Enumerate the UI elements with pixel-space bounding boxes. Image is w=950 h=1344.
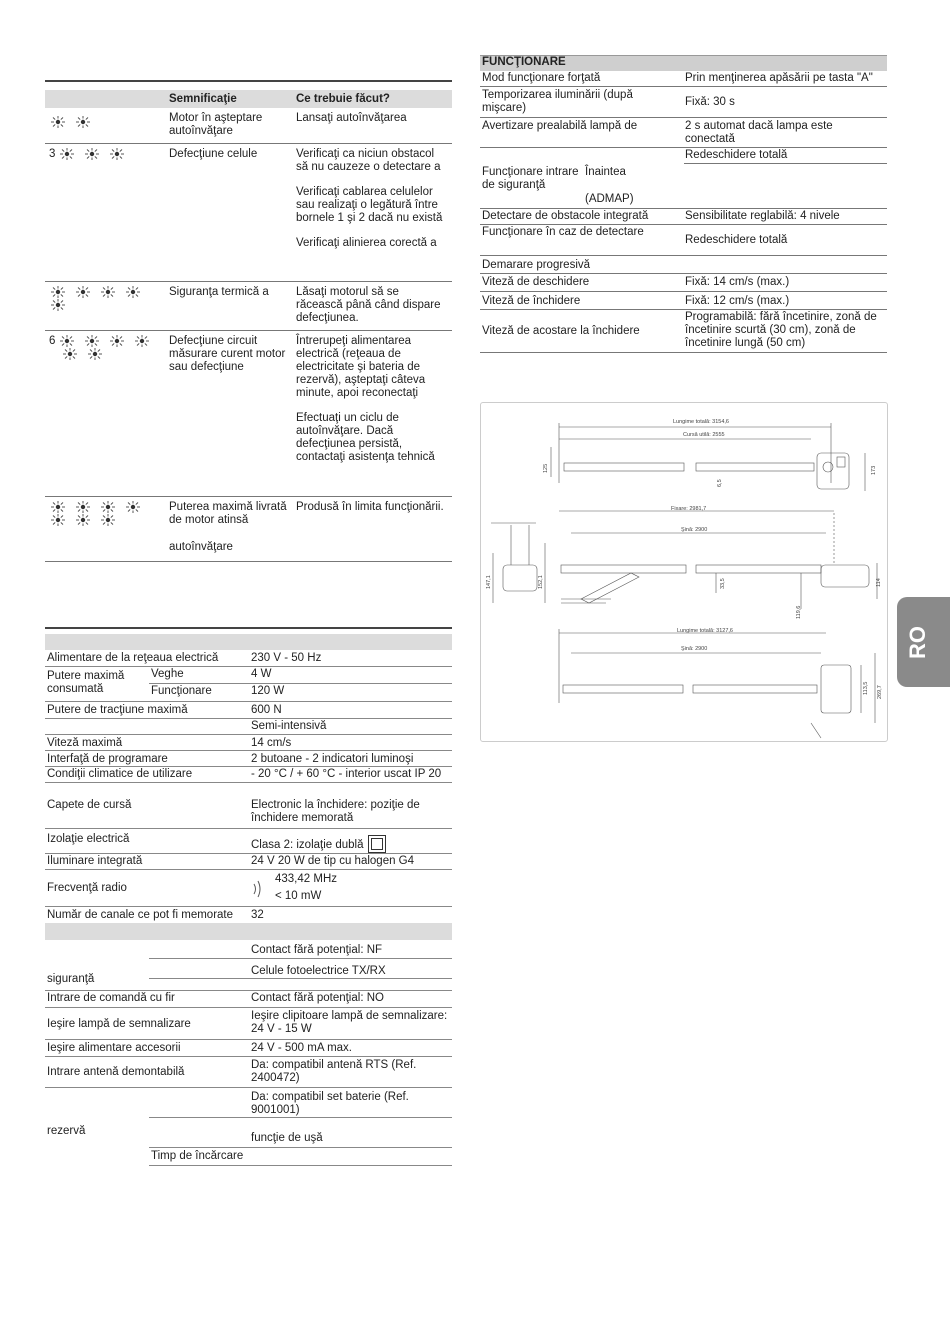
blink-icon xyxy=(58,335,76,347)
table-row: Putere maximă consumată Veghe 4 W Funcţionare 120 W xyxy=(45,667,452,702)
blink-icon xyxy=(49,299,67,311)
action-cell: Lăsaţi motorul să se răcească până când dispare defecţiunea. xyxy=(296,286,441,324)
blink-icon xyxy=(49,501,67,513)
header-meaning: Semnificaţie xyxy=(169,93,237,105)
led-pattern xyxy=(49,148,167,161)
table-row: Intrare de comandă cu fir Contact fără potenţial: NO xyxy=(45,991,452,1008)
action-cell: Întrerupeţi alimentarea electrică (reţeaua de electricitate şi bateria de rezervă), aşteptaţi câteva minute, apoi reconectaţi Efectuaţi un ciclu de autoînvăţare. Dacă defecţiunea persistă, contactaţi asistenţa tehnică xyxy=(296,335,435,463)
table-row: rezervă Da: compatibil set baterie (Ref. 9001001) funcţie de uşă xyxy=(45,1088,452,1149)
table-row: Redeschidere totală xyxy=(684,148,887,164)
table-row: Detectare de obstacole integrată Sensibilitate reglabilă: 4 nivele xyxy=(480,209,887,225)
led-pattern xyxy=(49,286,167,312)
table-row: Viteză de închidere Fixă: 12 cm/s (max.) xyxy=(480,292,887,310)
led-pattern xyxy=(49,116,167,129)
blink-icon xyxy=(49,514,67,526)
table-row: siguranţă Contact fără potenţial: NF Celule fotoelectrice TX/RX xyxy=(45,940,452,991)
blink-icon xyxy=(61,348,79,360)
dim-119-6: 119,6 xyxy=(796,605,802,619)
blink-icon xyxy=(99,286,117,298)
meaning-cell: Defecţiune celule xyxy=(169,148,258,160)
table-row: Condiţii climatice de utilizare - 20 °C / + 60 °C - interior uscat IP 20 xyxy=(45,767,452,783)
dim-rail-1: Şină: 2900 xyxy=(681,527,708,533)
dim-113-5: 113,5 xyxy=(863,681,869,695)
function-table xyxy=(480,55,887,353)
table-row xyxy=(45,282,452,331)
section-band xyxy=(45,634,452,650)
function-table-title: FUNCŢIONARE xyxy=(480,55,887,71)
blink-icon xyxy=(124,501,142,513)
table-row: Timp de încărcare xyxy=(149,1149,452,1166)
dim-stroke: Cursă utilă: 2555 xyxy=(683,432,725,438)
table-row: Temporizarea iluminării (după mişcare) Fixă: 30 s xyxy=(480,87,887,118)
language-tab xyxy=(897,597,950,687)
section-band xyxy=(45,923,452,940)
header-action: Ce trebuie făcut? xyxy=(296,93,390,105)
table-row: Funcţionare intrare de siguranţă Înaintea (ADMAP) xyxy=(480,164,887,209)
dim-33-5: 33,5 xyxy=(720,578,726,589)
table-row: Demarare progresivă xyxy=(480,256,887,274)
blink-icon xyxy=(86,348,104,360)
error-table-header xyxy=(45,90,452,108)
table-row: Izolaţie electrică Clasa 2: izolaţie dublă xyxy=(45,829,452,854)
blink-icon xyxy=(83,335,101,347)
table-row: Intrare antenă demontabilă Da: compatibil antenă RTS (Ref. 2400472) xyxy=(45,1057,452,1088)
led-pattern xyxy=(49,335,167,361)
blink-icon xyxy=(74,116,92,128)
dim-total-length-1: Lungime totală: 3154,6 xyxy=(673,419,729,425)
dim-6-5: 6,5 xyxy=(717,479,723,487)
dim-147-1: 147,1 xyxy=(486,575,492,589)
table-row: Funcţionare în caz de detectare Redeschidere totală xyxy=(480,225,887,256)
blink-icon xyxy=(99,514,117,526)
table-row: Iluminare integrată 24 V 20 W de tip cu halogen G4 xyxy=(45,854,452,870)
blink-icon xyxy=(124,286,142,298)
led-pattern xyxy=(49,501,167,527)
dimension-drawing xyxy=(480,402,888,742)
meaning-cell: Puterea maximă livrată de motor atinsă autoînvăţare xyxy=(169,501,287,553)
table-row xyxy=(45,144,452,282)
table-row: Interfaţă de programare 2 butoane - 2 indicatori luminoşi xyxy=(45,751,452,767)
blink-icon xyxy=(108,335,126,347)
meaning-cell: Siguranţa termică a xyxy=(169,286,269,298)
table-row: Viteză de deschidere Fixă: 14 cm/s (max.) xyxy=(480,274,887,292)
dim-114: 114 xyxy=(876,578,882,587)
blink-count: 6 xyxy=(49,335,56,348)
table-row: Ieşire lampă de semnalizare Ieşire clipitoare lampă de semnalizare: 24 V - 15 W xyxy=(45,1008,452,1040)
blink-icon xyxy=(74,514,92,526)
error-code-table xyxy=(45,80,452,562)
action-cell: Lansaţi autoînvăţarea xyxy=(296,112,407,124)
blink-icon xyxy=(108,148,126,160)
blink-icon xyxy=(74,286,92,298)
radio-wave-icon xyxy=(250,878,266,904)
table-row: Semi-intensivă xyxy=(45,719,452,735)
language-tab-label: RO xyxy=(904,625,930,659)
table-row: Avertizare prealabilă lampă de 2 s automat dacă lampa este conectată xyxy=(480,118,887,148)
dim-173: 173 xyxy=(871,465,877,475)
blink-icon xyxy=(49,286,67,298)
blink-icon xyxy=(83,148,101,160)
table-row: Alimentare de la reţeaua electrică 230 V - 50 Hz xyxy=(45,650,452,667)
table-row: Mod funcţionare forţată Prin menţinerea apăsării pe tasta "A" xyxy=(480,71,887,87)
blink-icon xyxy=(58,148,76,160)
dim-rail-2: Şină: 2900 xyxy=(681,646,708,652)
blink-icon xyxy=(133,335,151,347)
table-row: Viteză maximă 14 cm/s xyxy=(45,735,452,751)
table-row: Ieşire alimentare accesorii 24 V - 500 mA max. xyxy=(45,1040,452,1057)
table-row: Putere de tracţiune maximă 600 N xyxy=(45,702,452,719)
table-row xyxy=(45,331,452,497)
meaning-cell: Motor în aşteptare autoînvăţare xyxy=(169,112,263,137)
table-row xyxy=(45,108,452,144)
dimension-drawing-svg xyxy=(481,403,887,741)
table-row: Viteză de acostare la închidere Programabilă: fără încetinire, zonă de încetinire scurtă (30 cm), zonă de încetinire lungă (50 cm) xyxy=(480,310,887,353)
dim-152-1: 152,1 xyxy=(538,575,544,589)
dim-125: 125 xyxy=(543,463,549,473)
action-cell: Verificaţi ca niciun obstacol să nu cauzeze o detectare a Verificaţi cablarea celulelor sau realizaţi o legătură între bornele 1 şi 2 dacă nu există Verificaţi alinierea corectă a xyxy=(296,148,443,249)
blink-count: 3 xyxy=(49,148,56,161)
action-cell: Produsă în limita funcţionării. xyxy=(296,501,444,513)
dim-269-7: 269,7 xyxy=(877,685,883,699)
table-row: Număr de canale ce pot fi memorate 32 xyxy=(47,909,264,921)
table-row: Frecvenţă radio 433,42 MHz < 10 mW xyxy=(45,870,452,907)
dim-fixing: Fixare: 2981,7 xyxy=(671,506,707,512)
dim-total-length-2: Lungime totală: 3127,6 xyxy=(677,628,733,634)
blink-icon xyxy=(74,501,92,513)
blink-icon xyxy=(99,501,117,513)
table-row xyxy=(45,497,452,561)
double-insulation-icon xyxy=(368,835,386,853)
technical-data-table xyxy=(45,627,452,1166)
meaning-cell: Defecţiune circuit măsurare curent motor sau defecţiune xyxy=(169,335,286,373)
blink-icon xyxy=(49,116,67,128)
table-row: Capete de cursă Electronic la închidere: poziţie de închidere memorată xyxy=(45,783,452,829)
